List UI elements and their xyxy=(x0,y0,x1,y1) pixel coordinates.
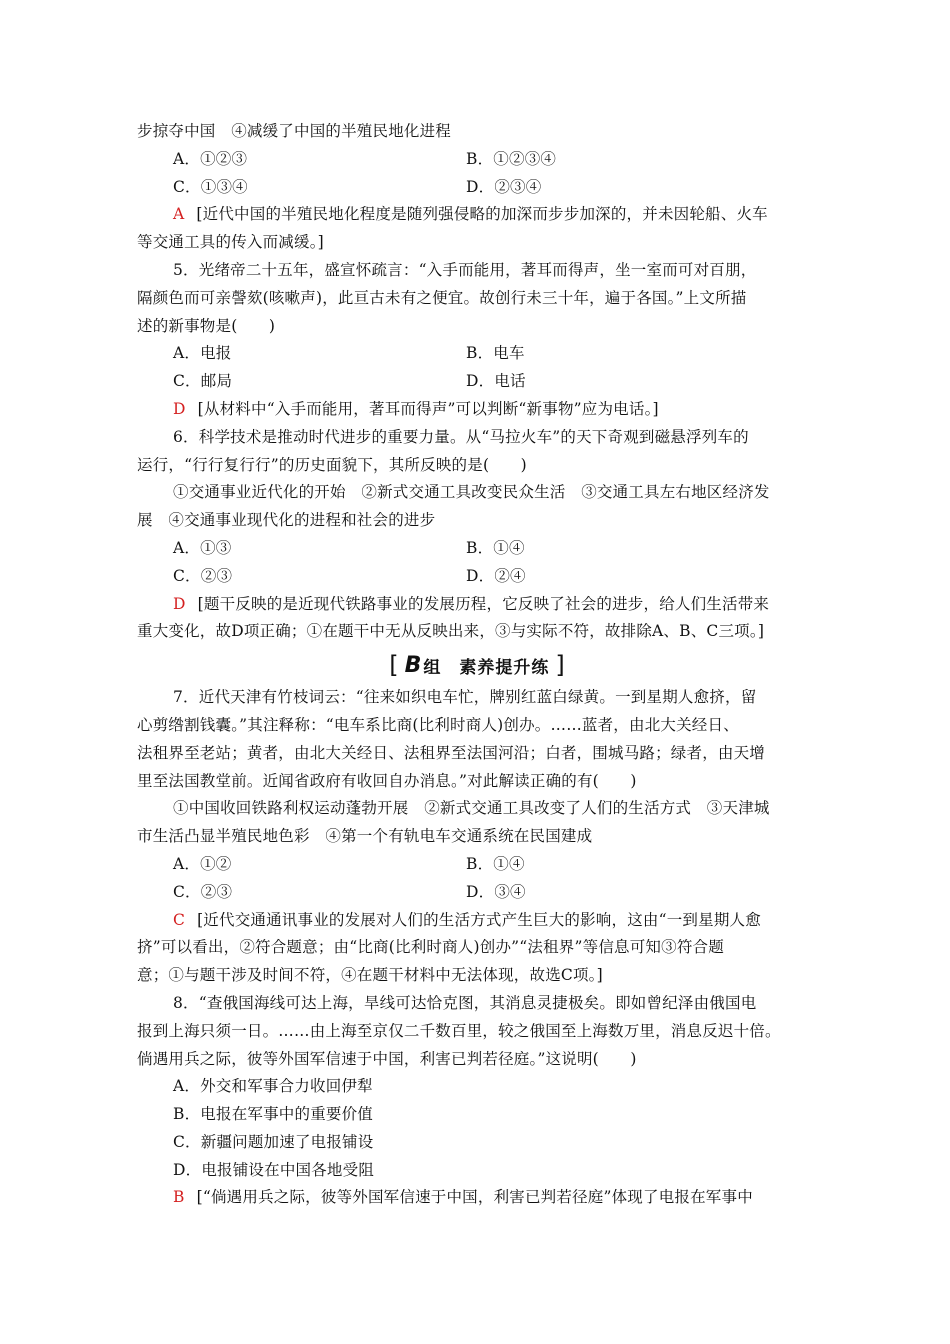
text-line: 倘遇用兵之际，彼等外国军信速于中国，利害已判若径庭。”这说明( ) xyxy=(137,1049,637,1068)
answer-letter: D xyxy=(173,594,186,613)
answer-text: [题干反映的是近现代铁路事业的发展历程，它反映了社会的进步，给人们生活带来 xyxy=(197,594,770,613)
answer-line xyxy=(137,1184,817,1212)
answer-letter: D xyxy=(173,399,186,418)
option-d: D．电话 xyxy=(466,372,526,391)
option-a: A．电报 xyxy=(173,344,232,363)
option-c: C．②③ xyxy=(173,882,233,901)
answer-letter: C xyxy=(173,910,186,929)
answer-line xyxy=(137,396,817,424)
text-line: 述的新事物是( ) xyxy=(137,316,276,335)
answer-letter: B xyxy=(173,1188,185,1207)
question-6: 6．科学技术是推动时代进步的重要力量。从“马拉火车”的天下奇观到磁悬浮列车的 xyxy=(173,427,749,446)
section-bracket-close: ] xyxy=(555,651,565,680)
option-b: B．电报在军事中的重要价值 xyxy=(173,1105,373,1124)
option-b: B．①④ xyxy=(466,854,525,873)
answer-text: [近代中国的半殖民地化程度是随列强侵略的加深而步步加深的，并未因轮船、火车 xyxy=(196,205,768,224)
option-c: C．邮局 xyxy=(173,372,233,391)
text-line: 里至法国教堂前。近闻省政府有收回自办消息。”对此解读正确的有( ) xyxy=(137,771,637,790)
options-row xyxy=(137,879,817,907)
option-d: D．②③④ xyxy=(466,177,542,196)
question-8: 8．“查俄国海线可达上海，旱线可达恰克图，其消息灵捷极矣。即如曾纪泽由俄国电 xyxy=(173,993,757,1012)
option-c: C．②③ xyxy=(173,566,233,585)
options-row xyxy=(137,368,817,396)
text-line: 隔颜色而可亲謦欬(咳嗽声)，此亘古未有之便宜。故创行未三十年，遍于各国。”上文所描 xyxy=(137,288,747,307)
option-d: D．电报铺设在中国各地受阻 xyxy=(173,1160,375,1179)
option-b: B．①②③④ xyxy=(466,149,557,168)
options-row xyxy=(137,563,817,591)
text-line: 等交通工具的传入而减缓。] xyxy=(137,233,324,252)
options-row xyxy=(137,340,817,368)
answer-letter: A xyxy=(173,205,185,224)
answer-text: [从材料中“入手而能用，著耳而得声”可以判断“新事物”应为电话。] xyxy=(197,399,659,418)
question-7: 7．近代天津有竹枝词云：“往来如织电车忙，牌别红蓝白绿黄。一到星期人愈挤，留 xyxy=(173,688,757,707)
text-line: 重大变化，故D项正确；①在题干中无从反映出来，③与实际不符，故排除A、B、C三项。] xyxy=(137,622,765,641)
section-bracket-open: [ xyxy=(389,651,399,680)
text-line: 市生活凸显半殖民地色彩 ④第一个有轨电车交通系统在民国建成 xyxy=(137,827,593,846)
text-line: 展 ④交通事业现代化的进程和社会的进步 xyxy=(137,511,436,530)
answer-text: [近代交通通讯事业的发展对人们的生活方式产生巨大的影响，这由“一到星期人愈 xyxy=(197,910,761,929)
statement-line: ①交通事业近代化的开始 ②新式交通工具改变民众生活 ③交通工具左右地区经济发 xyxy=(173,483,770,502)
option-b: B．①④ xyxy=(466,538,525,557)
section-title: 组 素养提升练 xyxy=(423,657,550,678)
option-d: D．③④ xyxy=(466,882,526,901)
answer-line xyxy=(137,591,817,619)
options-row xyxy=(137,174,817,202)
option-a: A．①②③ xyxy=(173,149,248,168)
answer-line xyxy=(137,907,817,935)
text-line: 意；①与题干涉及时间不符，④在题干材料中无法体现，故选C项。] xyxy=(137,966,603,985)
text-line: 步掠夺中国 ④减缓了中国的半殖民地化进程 xyxy=(137,122,452,140)
option-a: A．外交和军事合力收回伊犁 xyxy=(173,1077,373,1096)
options-row xyxy=(137,851,817,879)
statement-line: ①中国收回铁路利权运动蓬勃开展 ②新式交通工具改变了人们的生活方式 ③天津城 xyxy=(173,799,770,818)
options-row xyxy=(137,146,817,174)
text-line: 心剪绺割钱囊。”其注释称：“电车系比商(比利时商人)创办。……蓝者，由北大关经日、 xyxy=(137,715,739,734)
option-c: C．①③④ xyxy=(173,177,248,196)
question-5: 5．光绪帝二十五年，盛宣怀疏言：“入手而能用，著耳而得声，坐一室而可对百朋， xyxy=(173,260,757,279)
options-row xyxy=(137,535,817,563)
text-line: 挤”可以看出，②符合题意；由“比商(比利时商人)创办”“法租界”等信息可知③符合题 xyxy=(137,938,724,957)
option-a: A．①② xyxy=(173,854,232,873)
text-line: 法租界至老站；黄者，由北大关经日、法租界至法国河沿；白者，围城马路；绿者，由天增 xyxy=(137,743,766,762)
option-a: A．①③ xyxy=(173,538,232,557)
option-d: D．②④ xyxy=(466,566,526,585)
text-line: 运行，“行行复行行”的历史面貌下，其所反映的是( ) xyxy=(137,455,527,474)
option-c: C．新疆问题加速了电报铺设 xyxy=(173,1132,374,1151)
option-b: B．电车 xyxy=(466,344,525,363)
answer-text: [“倘遇用兵之际，彼等外国军信速于中国，利害已判若径庭”体现了电报在军事中 xyxy=(196,1188,753,1207)
answer-line xyxy=(137,201,817,229)
text-line: 报到上海只须一日。……由上海至京仅二千数百里，较之俄国至上海数万里，消息反迟十倍。 xyxy=(137,1021,781,1040)
document-page xyxy=(137,118,817,1212)
section-heading xyxy=(137,648,817,682)
section-letter: B xyxy=(404,652,422,678)
